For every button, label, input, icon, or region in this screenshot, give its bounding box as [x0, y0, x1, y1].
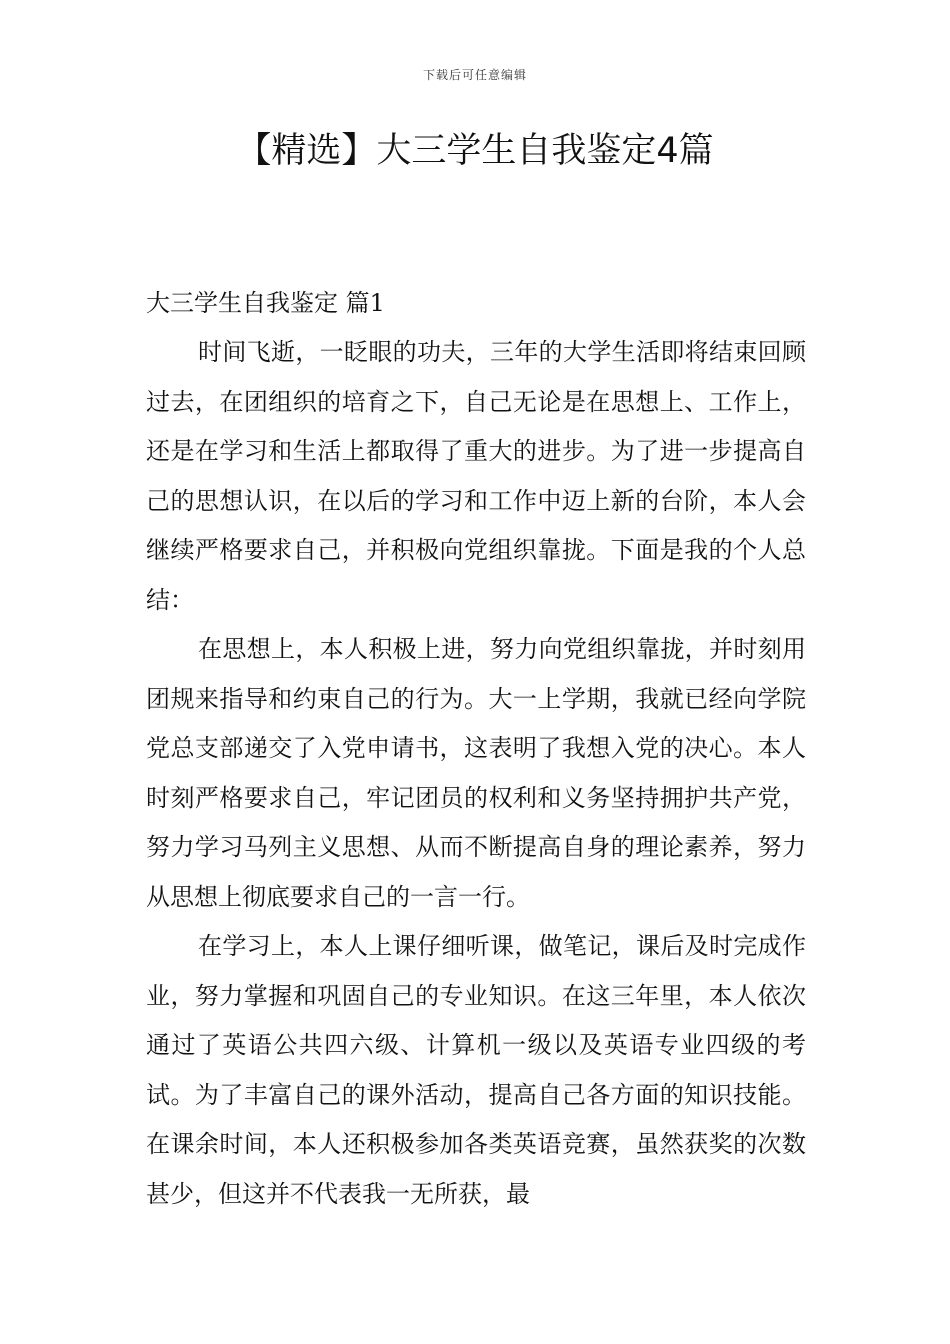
- paragraph-2: 在思想上，本人积极上进，努力向党组织靠拢，并时刻用团规来指导和约束自己的行为。大一上学期，我就已经向学院党总支部递交了入党申请书，这表明了我想入党的决心。本人时刻严格要求自己，牢记团员的权利和义务坚持拥护共产党，努力学习马列主义思想、从而不断提高自身的理论素养，努力从思想上彻底要求自己的一言一行。: [146, 635, 806, 911]
- document-title: 【精选】大三学生自我鉴定4篇: [236, 131, 714, 171]
- paragraph-1: 时间飞逝，一眨眼的功夫，三年的大学生活即将结束回顾过去，在团组织的培育之下，自己无论是在思想上、工作上，还是在学习和生活上都取得了重大的进步。为了进一步提高自己的思想认识，在以后的学习和工作中迈上新的台阶，本人会继续严格要求自己，并积极向党组织靠拢。下面是我的个人总结：: [146, 338, 806, 614]
- document-body: [146, 278, 806, 1219]
- header-note: 下载后可任意编辑: [422, 68, 527, 82]
- section-heading: 大三学生自我鉴定 篇1: [146, 289, 385, 317]
- paragraph-3: 在学习上，本人上课仔细听课，做笔记，课后及时完成作业，努力掌握和巩固自己的专业知识。在这三年里，本人依次通过了英语公共四六级、计算机一级以及英语专业四级的考试。为了丰富自己的课外活动，提高自己各方面的知识技能。在课余时间，本人还积极参加各类英语竞赛，虽然获奖的次数甚少，但这并不代表我一无所获，最: [146, 932, 806, 1208]
